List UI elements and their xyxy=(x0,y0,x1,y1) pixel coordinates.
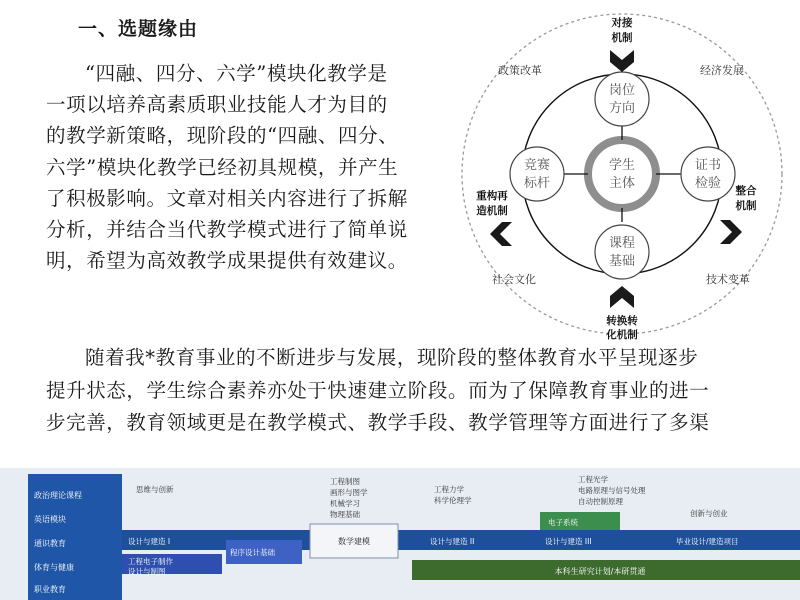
top-note: 科学伦理学 xyxy=(434,496,472,505)
node-competition xyxy=(510,147,564,201)
intro-paragraph xyxy=(46,58,441,276)
teaching-model-circle-diagram xyxy=(452,2,800,340)
flow-box-label: 数学建模 xyxy=(338,537,370,546)
top-note: 创新与创业 xyxy=(690,509,728,518)
flow-box-label: 设计与建造 I xyxy=(128,537,171,546)
svg-text:竞赛: 竞赛 xyxy=(523,158,551,173)
paragraph-line: 了积极影响。文章对相关内容进行了拆解 xyxy=(46,186,408,210)
top-note: 思维与创新 xyxy=(136,485,174,494)
mechanism-label: 机制 xyxy=(735,200,757,212)
node-course xyxy=(595,225,649,279)
flow-box-label: 程序设计基础 xyxy=(230,548,275,557)
flow-box-label: 设计与制图 xyxy=(128,567,166,576)
mechanism-label: 机制 xyxy=(611,32,633,44)
side-item: 通识教育 xyxy=(34,539,66,548)
mechanism-label: 转换转 xyxy=(606,315,638,327)
quadrant-label: 经济发展 xyxy=(700,64,744,77)
side-item: 体育与健康 xyxy=(34,563,74,572)
top-note: 工程力学 xyxy=(434,485,464,494)
svg-text:课程: 课程 xyxy=(608,236,636,251)
flow-box-label: 工程电子制作 xyxy=(128,557,173,566)
flow-box-label: 电子系统 xyxy=(548,518,578,527)
section-heading: 一、选题缘由 xyxy=(78,18,199,40)
paragraph-line: 明，希望为高效教学成果提供有效建议。 xyxy=(46,249,408,273)
center-label: 主体 xyxy=(608,176,636,191)
top-note: 机械学习 xyxy=(330,499,360,508)
side-item: 职业教育 xyxy=(34,585,66,594)
svg-text:岗位: 岗位 xyxy=(608,83,636,98)
paragraph-line: 随着我*教育事业的不断进步与发展，现阶段的整体教育水平呈现逐步 xyxy=(85,346,699,369)
flow-box-label: 设计与建造 III xyxy=(545,537,592,546)
flow-box-label: 毕业设计/建造项目 xyxy=(676,537,739,546)
top-note: 工程光学 xyxy=(578,475,608,484)
chevron-up-icon xyxy=(610,286,634,308)
svg-text:证书: 证书 xyxy=(694,158,722,173)
paragraph-line: 的教学新策略，现阶段的“四融、四分、 xyxy=(46,124,399,148)
top-note: 自动控制原理 xyxy=(578,497,623,506)
mechanism-label: 重构再 xyxy=(476,190,508,202)
chevron-left-icon xyxy=(490,222,512,246)
top-note: 画形与图学 xyxy=(330,488,368,497)
top-note: 物理基础 xyxy=(330,510,360,519)
paragraph-line: “四融、四分、六学”模块化教学是 xyxy=(85,62,388,85)
paragraph-line: 提升状态，学生综合素养亦处于快速建立阶段。而为了保障教育事业的进一 xyxy=(46,378,710,402)
side-item: 英语模块 xyxy=(34,515,66,524)
node-certificate xyxy=(681,147,735,201)
quadrant-label: 技术变革 xyxy=(706,273,750,286)
quadrant-label: 社会文化 xyxy=(492,273,536,286)
paragraph-line: 六学”模块化教学已经初具规模，并产生 xyxy=(46,155,399,179)
bar-label: 本科生研究计划/本研贯通 xyxy=(554,567,646,576)
mechanism-label: 造机制 xyxy=(476,205,508,217)
paragraph-line: 步完善，教育领域更是在教学模式、教学手段、教学管理等方面进行了多渠 xyxy=(46,411,710,434)
mechanism-label: 对接 xyxy=(611,17,633,29)
node-job-direction xyxy=(595,72,649,126)
svg-text:方向: 方向 xyxy=(608,101,636,116)
mechanism-label: 整合 xyxy=(735,185,757,197)
chevron-right-icon xyxy=(720,220,742,244)
paragraph-line: 一项以培养高素质职业技能人才为目的 xyxy=(46,93,388,117)
top-note: 工程制图 xyxy=(330,477,360,486)
svg-text:标杆: 标杆 xyxy=(523,176,551,191)
curriculum-flow-diagram xyxy=(0,468,800,600)
top-note: 电路原理与信号处理 xyxy=(578,486,646,495)
side-item: 政治理论课程 xyxy=(34,491,82,500)
mechanism-label: 化机制 xyxy=(606,329,638,340)
flow-box-label: 设计与建造 II xyxy=(430,537,475,546)
chevron-down-icon xyxy=(610,50,634,72)
center-node xyxy=(588,140,656,208)
svg-text:基础: 基础 xyxy=(608,254,636,269)
svg-text:检验: 检验 xyxy=(694,176,722,191)
paragraph-line: 分析，并结合当代教学模式进行了简单说 xyxy=(46,218,408,242)
body-paragraph xyxy=(46,342,766,440)
center-label: 学生 xyxy=(608,158,636,173)
quadrant-label: 政策改革 xyxy=(498,64,542,77)
